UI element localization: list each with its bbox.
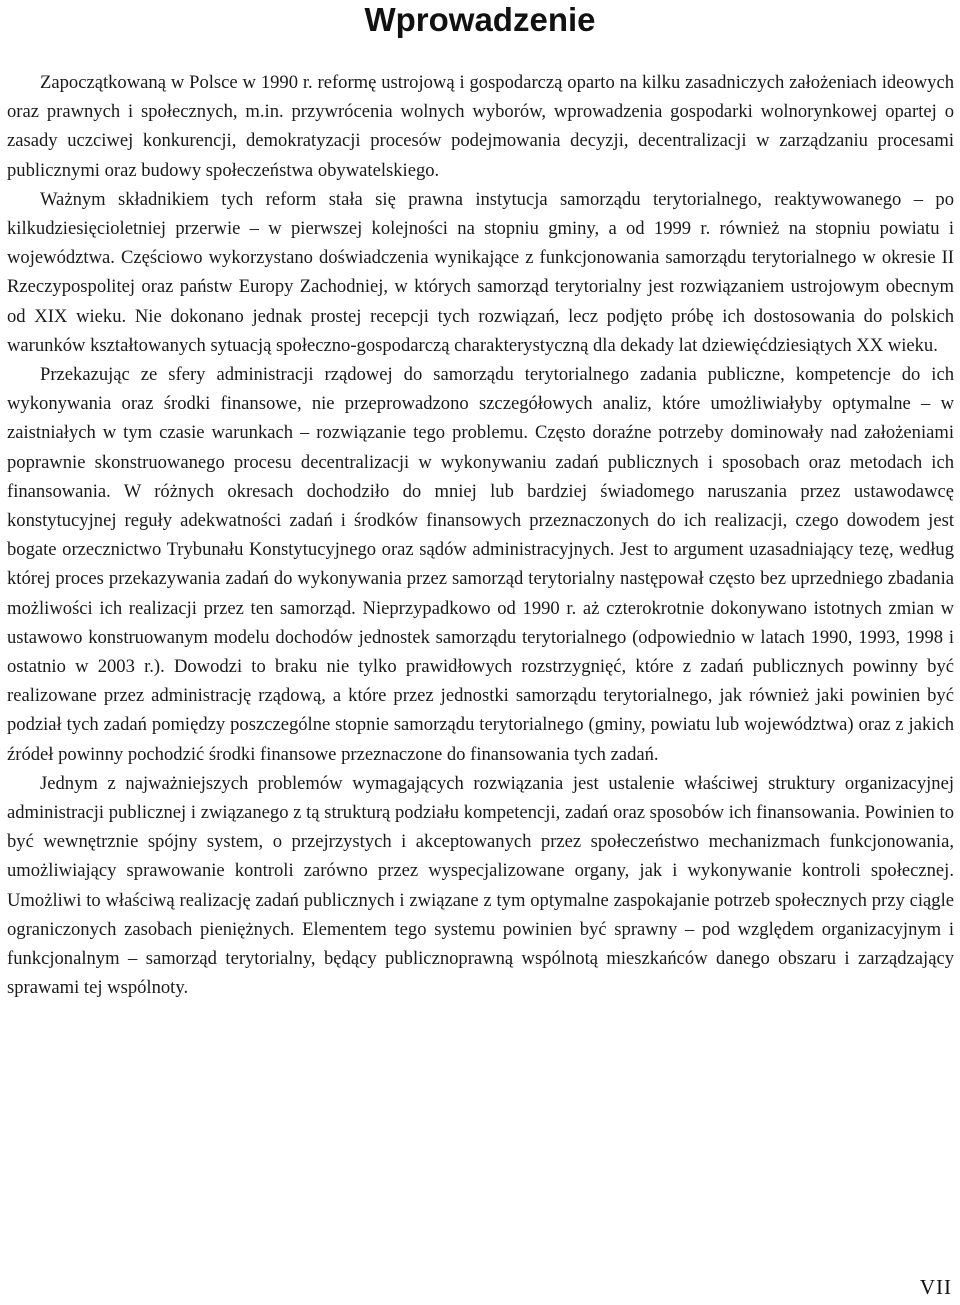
page-title: Wprowadzenie	[364, 1, 596, 38]
paragraph-3: Przekazując ze sfery administracji rządowej do samorządu terytorialnego zadania publiczne, kompetencje do ich wykonywania oraz środki finansowe, nie przeprowadzono szczegółowych analiz, które umożliwiałyby optymalne – w zaistniałych w tym czasie warunkach – rozwiązanie tego problemu. Często doraźne potrzeby dominowały nad założeniami poprawnie skonstruowanego procesu decentralizacji w wykonywaniu zadań publicznych i sposobach oraz metodach ich finansowania. W różnych okresach dochodziło do mniej lub bardziej świadomego naruszania przez ustawodawcę konstytucyjnej reguły adekwatności zadań i środków finansowych przeznaczonych do ich realizacji, czego dowodem jest bogate orzecznictwo Trybunału Konstytucyjnego oraz sądów administracyjnych. Jest to argument uzasadniający tezę, według której proces przekazywania zadań do wykonywania przez samorząd terytorialny następował często bez uprzedniego zbadania możliwości ich realizacji przez ten samorząd. Nieprzypadkowo od 1990 r. aż czterokrotnie dokonywano istotnych zmian w ustawowo konstruowanym modelu dochodów jednostek samorządu terytorialnego (odpowiednio w latach 1990, 1993, 1998 i ostatnio w 2003 r.). Dowodzi to braku nie tylko prawidłowych rozstrzygnięć, które z zadań publicznych powinny być realizowane przez administrację rządową, a które przez jednostki samorządu terytorialnego, jak również jaki powinien być podział tych zadań pomiędzy poszczególne stopnie samorządu terytorialnego (gminy, powiatu lub województwa) oraz z jakich źródeł powinny pochodzić środki finansowe przeznaczone do finansowania tych zadań.	[7, 364, 954, 765]
paragraph-4: Jednym z najważniejszych problemów wymagających rozwiązania jest ustalenie właściwej struktury organizacyjnej administracji publicznej i związanego z tą strukturą podziału kompetencji, zadań oraz sposobów ich finansowania. Powinien to być wewnętrznie spójny system, o przejrzystych i akceptowanych przez społeczeństwo mechanizmach funkcjonowania, umożliwiający sprawowanie kontroli zarówno przez wyspecjalizowane organy, jak i wykonywanie kontroli społecznej. Umożliwi to właściwą realizację zadań publicznych i związane z tym optymalne zaspokajanie potrzeb społecznych przy ciągle ograniczonych zasobach pieniężnych. Elementem tego systemu powinien być sprawny – pod względem organizacyjnym i funkcjonalnym – samorząd terytorialny, będący publicznoprawną wspólnotą mieszkańców danego obszaru i zarządzający sprawami tej wspólnoty.	[7, 772, 954, 999]
paragraph-2: Ważnym składnikiem tych reform stała się prawna instytucja samorządu terytorialnego, reaktywowanego – po kilkudziesięcioletniej przerwie – w pierwszej kolejności na stopniu gminy, a od 1999 r. również na stopniu powiatu i województwa. Częściowo wykorzystano doświadczenia wynikające z funkcjonowania samorządu terytorialnego w okresie II Rzeczypospolitej oraz państw Europy Zachodniej, w których samorząd terytorialny jest rozwiązaniem ustrojowym obecnym od XIX wieku. Nie dokonano jednak prostej recepcji tych rozwiązań, lecz podjęto próbę ich dostosowania do polskich warunków kształtowanych sytuacją społeczno-gospodarczą charakterystyczną dla dekady lat dziewięćdziesiątych XX wieku.	[7, 188, 954, 356]
body-text	[7, 68, 954, 1003]
page-number: VII	[919, 1275, 952, 1299]
paragraph-1: Zapoczątkowaną w Polsce w 1990 r. reformę ustrojową i gospodarczą oparto na kilku zasadniczych założeniach ideowych oraz prawnych i społecznych, m.in. przywrócenia wolnych wyborów, wprowadzenia gospodarki wolnorynkowej opartej o zasady uczciwej konkurencji, demokratyzacji procesów podejmowania decyzji, decentralizacji w zarządzaniu procesami publicznymi oraz budowy społeczeństwa obywatelskiego.	[7, 72, 954, 181]
